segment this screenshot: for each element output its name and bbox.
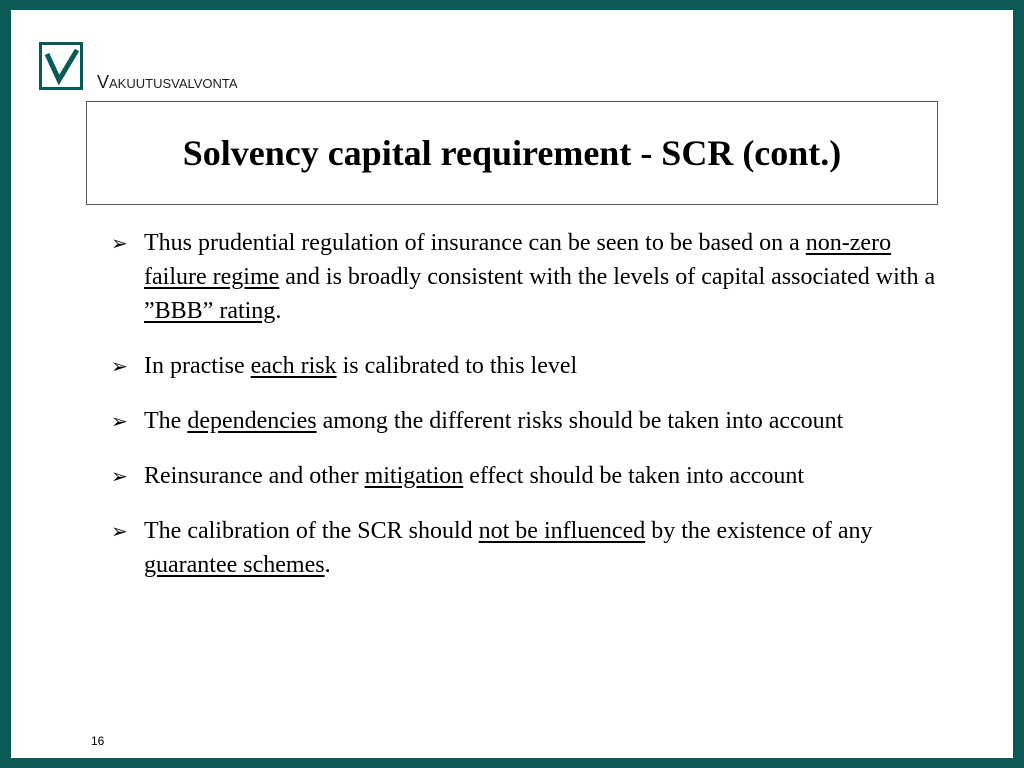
bullet-text: In practise	[144, 353, 251, 379]
organization-name: Vakuutusvalvonta	[97, 72, 238, 92]
bullet-text: among the different risks should be taken into account	[316, 408, 844, 434]
page-number: 16	[91, 734, 105, 748]
bullet-text: by the existence of any	[645, 518, 873, 544]
bullet-text: and is broadly consistent with the levels of capital associated with a	[279, 264, 936, 290]
checkmark-logo-icon	[39, 42, 83, 90]
bullet-text: effect should be taken into account	[463, 463, 805, 489]
bullet-arrow-icon: ➢	[111, 464, 128, 488]
underlined-term: not be influenced	[478, 518, 646, 544]
bullet-arrow-icon: ➢	[111, 519, 128, 543]
bullet-item	[111, 226, 936, 328]
bullet-list	[111, 226, 936, 603]
underlined-term: each risk	[250, 353, 337, 379]
bullet-text: Thus prudential regulation of insurance can be seen to be based on a	[144, 230, 806, 256]
bullet-text: The	[144, 408, 188, 434]
title-box	[86, 101, 938, 205]
bullet-item	[111, 514, 936, 582]
bullet-item	[111, 349, 936, 383]
bullet-text: .	[324, 552, 331, 578]
bullet-text: The calibration of the SCR should	[144, 518, 479, 544]
slide	[11, 10, 1013, 758]
bullet-text: .	[275, 298, 282, 324]
bullet-text: Reinsurance and other	[144, 463, 365, 489]
bullet-item	[111, 459, 936, 493]
underlined-term: dependencies	[187, 408, 317, 434]
bullet-arrow-icon: ➢	[111, 231, 128, 255]
underlined-term: non-zero failure regime	[144, 230, 892, 290]
underlined-term: mitigation	[364, 463, 464, 489]
bullet-text: is calibrated to this level	[336, 353, 578, 379]
bullet-item	[111, 404, 936, 438]
bullet-arrow-icon: ➢	[111, 409, 128, 433]
underlined-term: guarantee schemes	[144, 552, 325, 578]
underlined-term: ”BBB” rating	[144, 298, 276, 324]
slide-title: Solvency capital requirement - SCR (cont.)	[182, 133, 842, 173]
bullet-arrow-icon: ➢	[111, 354, 128, 378]
